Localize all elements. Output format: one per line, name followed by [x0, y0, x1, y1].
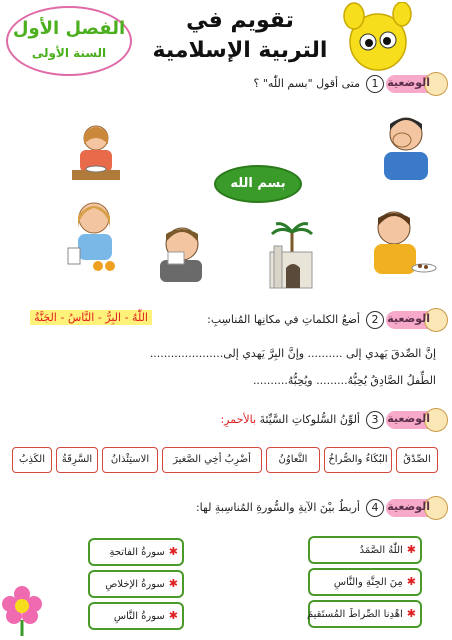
verse-item-1[interactable]: ✱اللّٰهُ الصَّمَدُ [308, 536, 422, 564]
behaviour-box-3[interactable]: التَّعاوُنُ [266, 447, 320, 473]
section-2-label: الوضعية [366, 310, 446, 330]
section-4-label: الوضعية [366, 498, 446, 518]
star-icon: ✱ [168, 545, 178, 558]
behaviour-box-7[interactable]: الكَذِبُ [12, 447, 52, 473]
section-4-question: أربطُ بيْنَ الآيةِ والسُّورةِ المُناسِبةِ لها: [195, 501, 360, 514]
star-icon: ✱ [406, 575, 416, 588]
badge-semester-text: الفصل الأول [12, 18, 126, 39]
girl-eating-picture [68, 122, 124, 186]
behaviour-box-4[interactable]: أضْرِبُ أخِي الصَّغيرَ [162, 447, 262, 473]
section-2-question: أضعُ الكلماتِ في مكانِها المُناسِبِ: [207, 313, 360, 326]
surah-item-3[interactable]: ✱سورةُ النَّاسِ [88, 602, 184, 630]
section-3-number: 3 [366, 411, 384, 429]
behaviour-box-1[interactable]: الصِّدْقُ [396, 447, 438, 473]
star-icon: ✱ [406, 543, 416, 556]
fill-blank-line-2: الطِّفلُ الصَّادِقُ يُحِبُّهُ......... ويُحِبُّهُ.......... [252, 374, 436, 387]
section-1-label: الوضعية [366, 74, 446, 94]
section-3-label: الوضعية [366, 410, 446, 430]
basmala-sign: بسم الله [214, 165, 302, 203]
behaviour-box-5[interactable]: الاستِئْذانُ [102, 447, 158, 473]
flower-icon [2, 586, 42, 636]
page-title-line2: التربية الإسلامية [152, 38, 328, 63]
section-1-number: 1 [366, 75, 384, 93]
boy-eating-picture [368, 206, 440, 282]
surah-item-2[interactable]: ✱سورةُ الإخلاصِ [88, 570, 184, 598]
boy-sneezing-picture [152, 222, 210, 284]
badge-year-text: السنة الأولى [31, 46, 107, 60]
section-2-word-bank: اللّٰهُ - البِرُّ - النَّاسُ - الجَنَّةُ [14, 311, 152, 324]
yellow-mascot-icon [340, 2, 414, 76]
section-2-number: 2 [366, 311, 384, 329]
boy-covering-face-picture [374, 110, 438, 182]
surah-item-1[interactable]: ✱سورةُ الفاتحةِ [88, 538, 184, 566]
girl-drinking-picture [64, 198, 124, 274]
star-icon: ✱ [168, 577, 178, 590]
star-icon: ✱ [406, 607, 416, 620]
behaviour-box-6[interactable]: السَّرِقَةُ [56, 447, 98, 473]
fill-blank-line-1: إنَّ الصِّدقَ يَهدي إلى .......... وإنَّ البِرَّ يَهدي إلى..................... [149, 347, 436, 360]
verse-item-2[interactable]: ✱مِنَ الجِنَّةِ والنَّاسِ [308, 568, 422, 596]
section-3-question: ألوِّنُ السُّلوكاتِ السَّيِّئةَ بالأحمرِ: [220, 413, 360, 426]
section-1-question: متى أقول "بسم اللّٰه" ؟ [253, 77, 360, 90]
semester-badge [6, 6, 132, 76]
verse-item-3[interactable]: ✱اهْدِنا الصِّراطَ المُستَقيمَ [308, 600, 422, 628]
star-icon: ✱ [168, 609, 178, 622]
behaviour-box-2[interactable]: البُكَاءُ والصُّراخُ [324, 447, 392, 473]
page-title-line1: تقويم في [186, 8, 294, 33]
mosque-palm-picture [266, 222, 316, 290]
section-4-number: 4 [366, 499, 384, 517]
